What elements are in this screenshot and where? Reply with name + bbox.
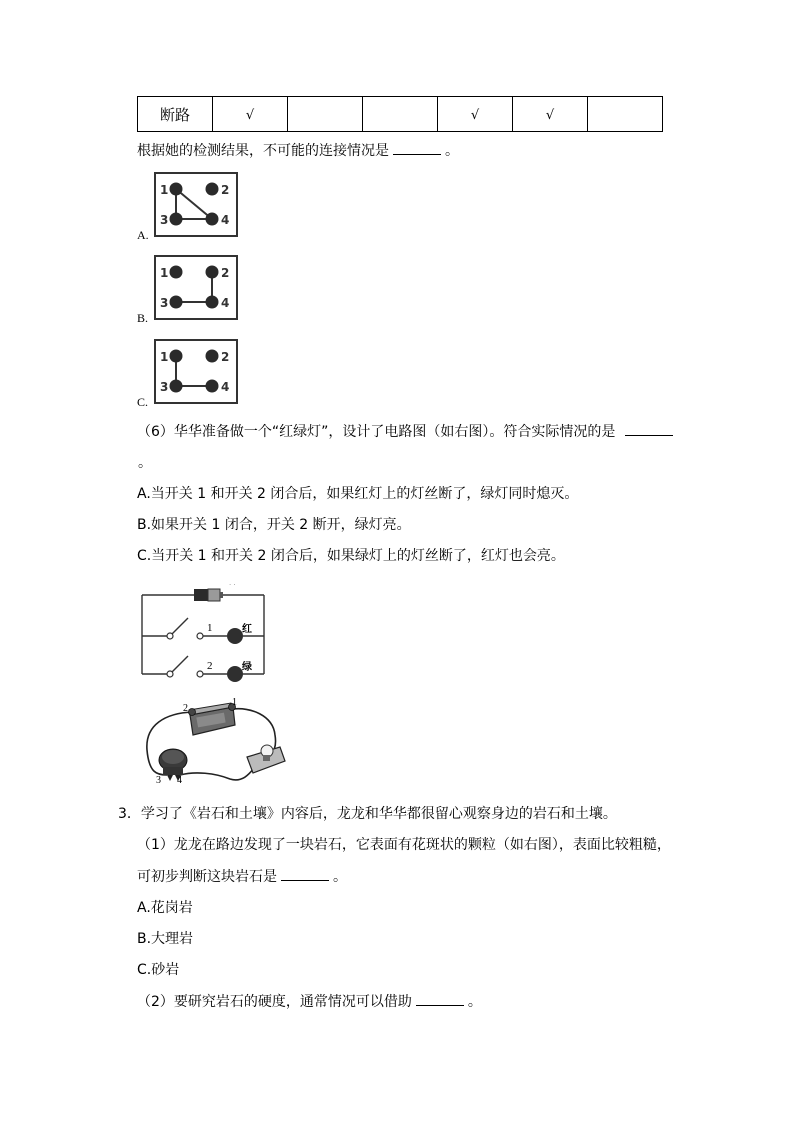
svg-text:3: 3 xyxy=(160,380,169,394)
terminal-label-2: 2 xyxy=(183,703,188,714)
svg-text:4: 4 xyxy=(221,380,230,394)
terminal-label-4: 4 xyxy=(177,775,182,786)
detection-table xyxy=(137,96,663,132)
svg-text:2: 2 xyxy=(221,266,230,280)
svg-text:1: 1 xyxy=(160,266,169,280)
option-b-label: B. xyxy=(137,311,149,325)
answer-blank[interactable] xyxy=(416,993,464,1006)
row-label: 断路 xyxy=(138,97,213,132)
q3-intro: 3．学习了《岩石和土壤》内容后，龙龙和华华都很留心观察身边的岩石和土壤。 xyxy=(118,806,617,822)
q3-sub1-line2: 可初步判断这块岩石是 。 xyxy=(137,869,347,885)
answer-blank[interactable] xyxy=(393,142,441,155)
q3-sub2: （2）要研究岩石的硬度，通常情况可以借助 。 xyxy=(137,994,482,1010)
switch-2-label: 2 xyxy=(207,660,213,672)
svg-text:1: 1 xyxy=(160,183,169,197)
svg-text:4: 4 xyxy=(221,296,230,310)
svg-text:4: 4 xyxy=(221,213,230,227)
terminal-diagram-b xyxy=(154,255,238,320)
circuit-photo xyxy=(135,695,295,790)
option-c-label: C. xyxy=(137,395,149,409)
check-mark: √ xyxy=(545,108,555,123)
q6-prompt: （6）华华准备做一个“红绿灯”，设计了电路图（如右图）。符合实际情况的是 xyxy=(137,423,677,440)
q3-option-c: C.砂岩 xyxy=(137,962,180,978)
svg-text:2: 2 xyxy=(221,183,230,197)
svg-text:3: 3 xyxy=(160,213,169,227)
check-mark: √ xyxy=(470,108,480,123)
svg-text:2: 2 xyxy=(221,350,230,364)
question-number: 3． xyxy=(118,806,141,822)
svg-text:· ·: · · xyxy=(229,581,236,589)
answer-blank[interactable] xyxy=(625,423,673,436)
q5-prompt: 根据她的检测结果，不可能的连接情况是 。 xyxy=(137,143,459,159)
table-row-open-circuit xyxy=(138,97,663,132)
q3-sub1-line1: （1）龙龙在路边发现了一块岩石，它表面有花斑状的颗粒（如右图），表面比较粗糙， xyxy=(137,837,671,853)
option-a-label: A. xyxy=(137,228,149,242)
terminal-diagram-a xyxy=(154,172,238,237)
q6-option-a: A.当开关 1 和开关 2 闭合后，如果红灯上的灯丝断了，绿灯同时熄灭。 xyxy=(137,486,579,502)
terminal-label-3: 3 xyxy=(156,775,161,786)
svg-text:3: 3 xyxy=(160,296,169,310)
green-lamp-label: 绿 xyxy=(242,662,252,673)
terminal-label-1: 1 xyxy=(232,697,237,708)
q3-option-b: B.大理岩 xyxy=(137,931,194,947)
traffic-light-circuit-diagram xyxy=(135,578,275,683)
answer-blank[interactable] xyxy=(281,868,329,881)
q3-option-a: A.花岗岩 xyxy=(137,900,193,916)
red-lamp-label: 红 xyxy=(242,624,252,635)
terminal-diagram-c xyxy=(154,339,238,404)
q6-option-b: B.如果开关 1 闭合，开关 2 断开，绿灯亮。 xyxy=(137,517,411,533)
switch-1-label: 1 xyxy=(207,622,213,634)
check-mark: √ xyxy=(245,108,255,123)
svg-text:1: 1 xyxy=(160,350,169,364)
q6-option-c: C.当开关 1 和开关 2 闭合后，如果绿灯上的灯丝断了，红灯也会亮。 xyxy=(137,548,565,564)
q6-end: 。 xyxy=(138,455,152,471)
